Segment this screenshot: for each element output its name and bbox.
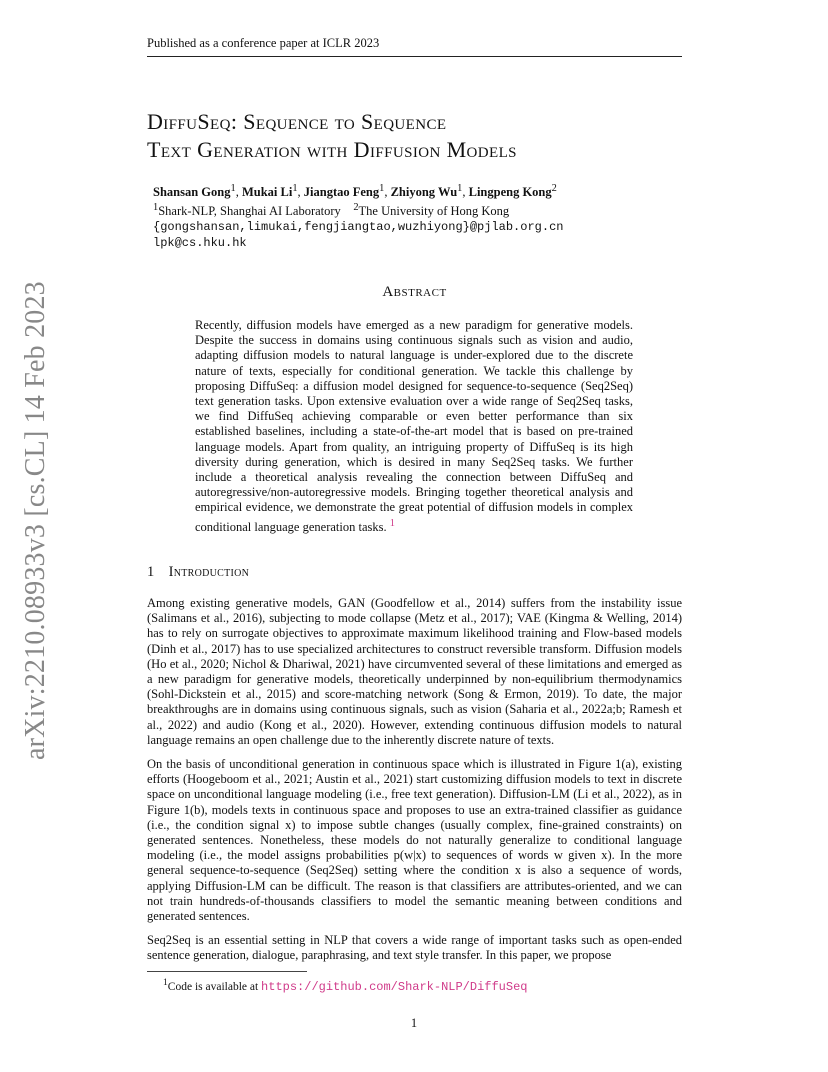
abstract-footnote-mark[interactable]: 1 (389, 517, 395, 529)
affiliations: $^1$Shark-NLP, Shanghai AI Laboratory $^2$The University of Hong Kong (153, 202, 510, 219)
title-line-1: DiffuSeq: Sequence to Sequence (147, 109, 447, 134)
section-title: Introduction (168, 564, 250, 580)
footnote (163, 977, 528, 994)
title-line-2: Text Generation with Diffusion Models (147, 137, 517, 162)
section-body (147, 596, 682, 973)
abstract-heading: Abstract (382, 284, 447, 300)
email-2: lpk@cs.hku.hk (153, 236, 247, 251)
paragraph: Among existing generative models, GAN (Goodfellow et al., 2014) suffers from the instability issue (Salimans et al., 2016), subjecting to mode collapse (Metz et al., 2017); VAE (Kingma & Welling, 2014) has to rely on surrogate objectives to approximate maximum likelihood training and Flow-based models (Dinh et al., 2017) has to use specialized architectures to construct reversible transform. Diffusion models (Ho et al., 2020; Nichol & Dhariwal, 2021) have circumvented several of these limitations and emerged as a new paradigm for generative models, theoretically underpinned by non-equilibrium thermodynamics (Sohl-Dickstein et al., 2015) and score-matching network (Song & Ermon, 2019). To date, the major breakthroughs are in domains using continuous signals, such as vision (Saharia et al., 2022a;b; Ramesh et al., 2022) and audio (Kong et al., 2020). However, extending continuous diffusion models to natural language remains an open challenge due to the inherently discrete nature of texts. (147, 596, 682, 747)
abstract-text (195, 318, 633, 535)
affiliation-1: Shark-NLP, Shanghai AI Laboratory (158, 204, 341, 219)
footnote-mark: 1 (163, 977, 168, 988)
paragraph: On the basis of unconditional generation in continuous space which is illustrated in Figure 1(a), existing efforts (Hoogeboom et al., 2021; Austin et al., 2021) start customizing diffusion models to text in discrete space on unconditional language modeling (i.e., free text generation). Diffusion-LM (Li et al., 2022), as in Figure 1(b), models texts in continuous space and proposes to use an extra-trained classifier as guidance (i.e., the condition signal x) to impose subtle changes (usually complex, fine-grained constraints) on generated sentences. Nonetheless, these models do not naturally generalize to conditional language modeling (i.e., the model assigns probabilities p(w|x) to sequences of words w given x). In the more general sequence-to-sequence (Seq2Seq) setting where the condition x is also a sequence of words, applying Diffusion-LM can be difficult. The reason is that classifiers are attributes-oriented, and we can not train hundreds-of-thousands classifiers to model the semantic meaning between conditions and generated sentences. (147, 757, 682, 924)
email-1: {gongshansan,limukai,fengjiangtao,wuzhiyong}@pjlab.org.cn (153, 220, 564, 235)
page-number: 1 (410, 1016, 418, 1030)
author-names: Shansan Gong$^1$, Mukai Li$^1$, Jiangtao Feng$^1$, Zhiyong Wu$^1$, Lingpeng Kong$^2$ (153, 183, 557, 200)
affiliation-2: The University of Hong Kong (358, 204, 510, 219)
author-name: Mukai Li (241, 185, 293, 200)
author-name: Jiangtao Feng (303, 185, 380, 200)
abstract-body: Recently, diffusion models have emerged as a new paradigm for generative models. Despite the success in domains using continuous signals such as vision and audio, adapting diffusion models to natural language is under-explored due to the discrete nature of texts, especially for conditional generation. We tackle this challenge by proposing DiffuSeq: a diffusion model designed for sequence-to-sequence (Seq2Seq) text generation tasks. Upon extensive evaluation over a wide range of Seq2Seq tasks, we find DiffuSeq achieving comparable or even better performance than six established baselines, including a state-of-the-art model that is based on pre-trained language models. Apart from quality, an intriguing property of DiffuSeq is its high diversity during generation, which is desired in many Seq2Seq tasks. We further include a theoretical analysis revealing the connection between DiffuSeq and autoregressive/non-autoregressive models. Bringing together theoretical analysis and empirical evidence, we demonstrate the great potential of diffusion models in complex conditional language generation tasks. (195, 318, 633, 534)
author-name: Shansan Gong (153, 185, 231, 200)
section-heading (147, 564, 249, 581)
section-number: 1 (147, 564, 155, 580)
author-block (153, 181, 693, 251)
running-header: Published as a conference paper at ICLR 2023 (147, 36, 682, 57)
author-name: Zhiyong Wu (390, 185, 458, 200)
paper-title (147, 108, 687, 164)
code-link[interactable]: https://github.com/Shark-NLP/DiffuSeq (261, 979, 528, 994)
paragraph: Seq2Seq is an essential setting in NLP that covers a wide range of important tasks such as open-ended sentence generation, dialogue, paraphrasing, and text style transfer. In this paper, we propose (147, 933, 682, 963)
arxiv-identifier: arXiv:2210.08933v3 [cs.CL] 14 Feb 2023 (20, 281, 51, 760)
footnote-divider (147, 971, 307, 972)
footnote-text: Code is available at (167, 980, 262, 993)
author-name: Lingpeng Kong (468, 185, 552, 200)
